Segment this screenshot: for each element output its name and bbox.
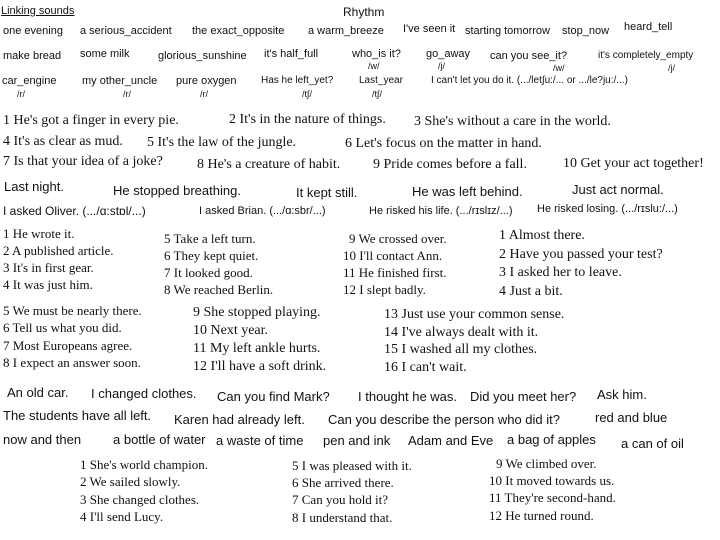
sentence-item: 9 We crossed over. [349,231,447,246]
sentence-item: 4 Just a bit. [499,284,563,299]
weak-form-phrase: The students have all left. [3,408,152,423]
sentence-item: 12 I'll have a soft drink. [193,359,327,374]
elision-phrase: He stopped breathing. [113,183,241,198]
linking-phrase: who_is it? [352,48,401,60]
sentence-item: 15 I washed all my clothes. [384,342,538,357]
linking-phrase: pure oxygen [176,75,237,87]
linking-sounds-title: Linking sounds [1,5,75,17]
sentence-item: 16 I can't wait. [384,360,467,375]
sentence-item: 7 Most Europeans agree. [3,338,133,353]
sentence-item: 14 I've always dealt with it. [384,325,539,340]
sentence-item: 4 It was just him. [3,277,93,292]
weak-form-phrase: Adam and Eve [408,433,494,448]
ipa-symbol: /t∫/ [302,89,312,99]
rhythm-title: Rhythm [343,5,385,19]
rhythm-sentence: 1 He's got a finger in every pie. [3,113,179,128]
ipa-symbol: /j/ [668,63,676,73]
linking-phrase: some milk [80,48,130,60]
sentence-item: 10 I'll contact Ann. [343,248,443,263]
ipa-symbol: /r/ [123,89,131,99]
sentence-item: 10 Next year. [193,323,269,338]
elision-phrase: It kept still. [296,185,358,200]
linking-phrase: I can't let you do it. (.../let∫u:/... or .../le?ju:/...) [431,75,628,86]
sentence-item: 3 It's in first gear. [3,260,94,275]
linking-phrase: it's half_full [264,48,319,60]
linking-phrase: a warm_breeze [308,25,384,37]
linking-phrase: I've seen it [403,23,456,35]
sentence-item: 8 I expect an answer soon. [3,355,141,370]
sentence-item: 10 It moved towards us. [489,473,615,488]
ipa-symbol: /w/ [553,63,565,73]
linking-phrase: Has he left_yet? [261,75,334,86]
weak-form-phrase: red and blue [595,410,668,425]
sentence-item: 2 A published article. [3,243,114,258]
sentence-item: 3 She changed clothes. [80,492,200,507]
sentence-item: 8 We reached Berlin. [164,282,274,297]
rhythm-sentence: 9 Pride comes before a fall. [373,157,527,172]
sentence-item: 11 They're second-hand. [489,490,616,505]
weak-form-phrase: Ask him. [597,387,647,402]
rhythm-sentence: 5 It's the law of the jungle. [147,135,297,150]
sentence-item: 5 We must be nearly there. [3,303,142,318]
weak-form-phrase: Can you find Mark? [217,389,330,404]
ipa-symbol: /t∫/ [372,89,382,99]
rhythm-sentence: 10 Get your act together! [563,156,704,171]
ipa-symbol: /r/ [200,89,208,99]
elision-phrase: I asked Oliver. (.../ɑ:stɒl/...) [3,204,146,218]
sentence-item: 12 He turned round. [489,508,594,523]
linking-phrase: one evening [3,25,63,37]
elision-phrase: Last night. [4,179,64,194]
sentence-item: 6 Tell us what you did. [3,320,122,335]
sentence-item: 1 He wrote it. [3,226,75,241]
rhythm-sentence: 2 It's in the nature of things. [229,112,386,127]
elision-phrase: I asked Brian. (.../ɑ:sbr/...) [199,205,326,217]
sentence-item: 6 She arrived there. [292,475,394,490]
weak-form-phrase: An old car. [7,385,69,400]
rhythm-sentence: 7 Is that your idea of a joke? [3,154,163,169]
sentence-item: 1 Almost there. [499,228,585,243]
sentence-item: 1 She's world champion. [80,457,208,472]
weak-form-phrase: Did you meet her? [470,389,577,404]
linking-phrase: my other_uncle [82,75,158,87]
weak-form-phrase: Can you describe the person who did it? [328,412,560,427]
ipa-symbol: /w/ [368,61,380,71]
weak-form-phrase: a can of oil [621,436,684,451]
sentence-item: 12 I slept badly. [343,282,426,297]
linking-phrase: glorious_sunshine [158,50,247,62]
weak-form-phrase: Karen had already left. [174,412,305,427]
linking-phrase: starting tomorrow [465,25,550,37]
weak-form-phrase: I thought he was. [358,389,458,404]
sentence-item: 7 Can you hold it? [292,492,389,507]
elision-phrase: He was left behind. [412,184,523,199]
sentence-item: 7 It looked good. [164,265,253,280]
weak-form-phrase: now and then [3,432,82,447]
sentence-item: 5 I was pleased with it. [292,458,412,473]
elision-phrase: He risked his life. (.../rɪslɪz/...) [369,205,513,217]
linking-phrase: it's completely_empty [598,50,694,61]
elision-phrase: Just act normal. [572,182,664,197]
linking-phrase: can you see_it? [490,50,568,62]
linking-phrase: Last_year [359,75,403,86]
rhythm-sentence: 3 She's without a care in the world. [414,114,611,129]
rhythm-sentence: 8 He's a creature of habit. [197,157,341,172]
linking-phrase: make bread [3,50,62,62]
linking-phrase: stop_now [562,25,610,37]
sentence-item: 5 Take a left turn. [164,231,256,246]
ipa-symbol: /j/ [438,61,446,71]
weak-form-phrase: pen and ink [323,433,391,448]
sentence-item: 13 Just use your common sense. [384,307,565,322]
elision-phrase: He risked losing. (.../rɪslu:/...) [537,203,678,215]
sentence-item: 11 He finished first. [343,265,447,280]
weak-form-phrase: I changed clothes. [91,386,197,401]
linking-phrase: a serious_accident [80,25,172,37]
sentence-item: 4 I'll send Lucy. [80,509,164,524]
weak-form-phrase: a bottle of water [113,432,206,447]
sentence-item: 6 They kept quiet. [164,248,259,263]
weak-form-phrase: a waste of time [216,433,304,448]
sentence-item: 11 My left ankle hurts. [193,341,321,356]
linking-phrase: the exact_opposite [192,25,285,37]
sentence-item: 9 She stopped playing. [193,305,321,320]
linking-phrase: go_away [426,48,471,60]
sentence-item: 8 I understand that. [292,510,393,525]
weak-form-phrase: a bag of apples [507,432,596,447]
sentence-item: 9 We climbed over. [496,456,597,471]
rhythm-sentence: 4 It's as clear as mud. [3,134,123,149]
ipa-symbol: /r/ [17,89,25,99]
sentence-item: 2 We sailed slowly. [80,474,181,489]
sentence-item: 2 Have you passed your test? [499,247,663,262]
rhythm-sentence: 6 Let's focus on the matter in hand. [345,136,542,151]
linking-phrase: heard_tell [624,21,673,33]
sentence-item: 3 I asked her to leave. [499,265,622,280]
linking-phrase: car_engine [2,75,57,87]
